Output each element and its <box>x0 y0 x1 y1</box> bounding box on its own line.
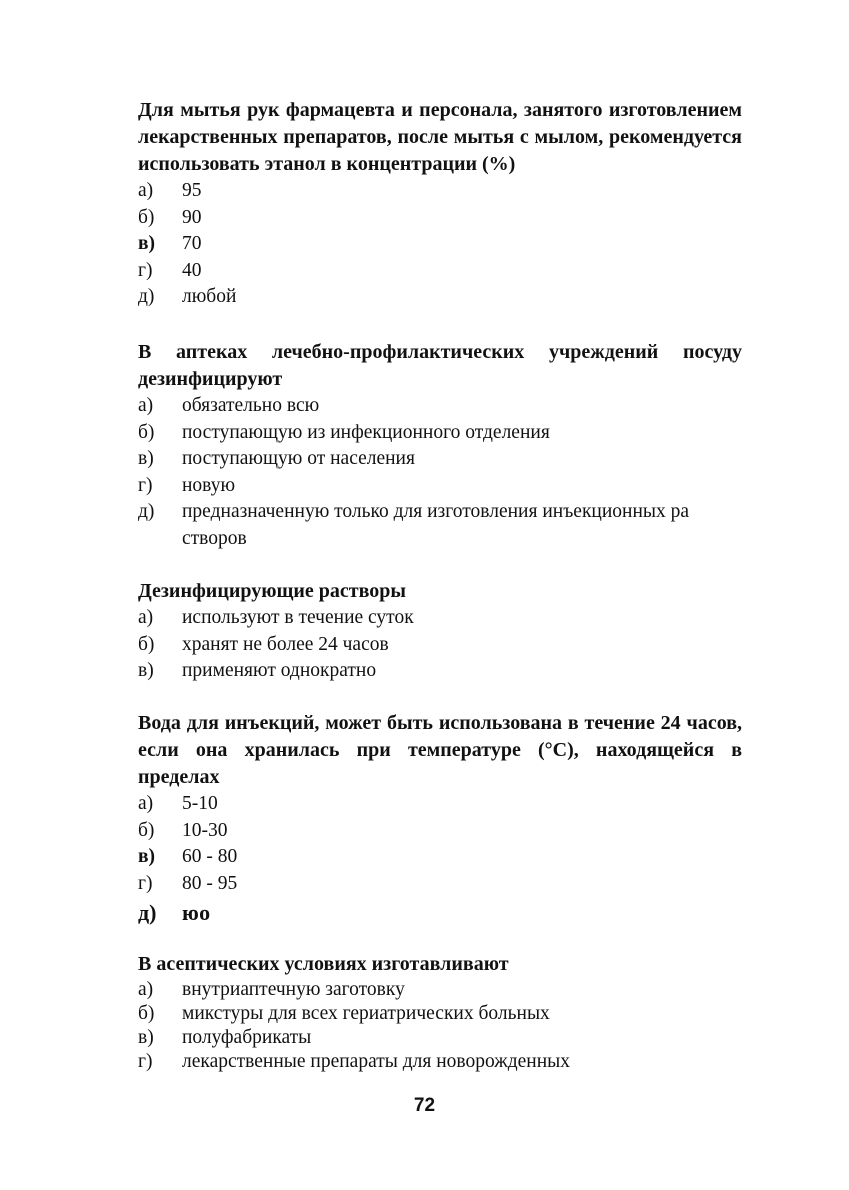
option-letter: б) <box>138 421 155 443</box>
answer-option <box>138 231 742 258</box>
answer-option <box>138 605 742 632</box>
page-number: 72 <box>413 1095 436 1116</box>
answer-option <box>138 978 742 1002</box>
option-letter: а) <box>138 607 154 628</box>
option-letter: в) <box>138 660 154 681</box>
answer-option <box>138 420 742 447</box>
question-5 <box>138 951 742 1074</box>
option-letter: в) <box>138 233 156 254</box>
question-1 <box>138 97 742 311</box>
option-text: применяют однократно <box>182 660 377 681</box>
option-text: используют в течение суток <box>182 607 414 628</box>
answer-option <box>138 1050 742 1074</box>
option-letter: д) <box>138 286 155 307</box>
answer-option <box>138 205 742 232</box>
option-letter: в) <box>138 846 156 867</box>
option-text: 80 - 95 <box>182 872 238 894</box>
option-letter: б) <box>138 206 155 228</box>
answer-option <box>138 446 742 473</box>
answer-option <box>138 818 742 845</box>
answer-option <box>138 897 742 928</box>
answer-option <box>138 871 742 898</box>
answer-option <box>138 178 742 205</box>
option-letter: а) <box>138 979 154 1000</box>
option-text: 95 <box>182 180 202 201</box>
option-letter: в) <box>138 448 154 469</box>
question-stem: Дезинфицирующие растворы <box>138 580 407 602</box>
option-text: предназначенную только для изготовления инъекционных ра створов <box>182 501 690 549</box>
answer-option <box>138 844 742 871</box>
option-text: 40 <box>182 259 202 281</box>
option-letter: б) <box>138 1003 155 1024</box>
option-letter: г) <box>138 474 153 496</box>
option-letter: г) <box>138 1051 153 1072</box>
option-text: любой <box>182 286 237 307</box>
answer-option <box>138 393 742 420</box>
option-letter: д) <box>138 501 155 522</box>
option-text: 10-30 <box>182 819 228 841</box>
question-2 <box>138 339 742 552</box>
option-text: юо <box>182 900 211 925</box>
answer-option <box>138 1026 742 1050</box>
answer-option <box>138 473 742 500</box>
answer-option <box>138 499 742 552</box>
answer-option <box>138 1002 742 1026</box>
question-4 <box>138 710 742 928</box>
question-stem: В аптеках лечебно-профилактических учреждений посуду дезинфицируют <box>138 341 742 390</box>
option-text: 60 - 80 <box>182 846 238 867</box>
option-text: хранят не более 24 часов <box>182 633 389 655</box>
answer-option <box>138 632 742 659</box>
option-text: внутриаптечную заготовку <box>182 979 405 1000</box>
question-stem: Для мытья рук фармацевта и персонала, занятого изготовлением лекарственных препаратов, после мытья с мылом, рекомендуется использовать этанол в концентрации (%) <box>138 99 742 175</box>
answer-option <box>138 284 742 311</box>
option-text: новую <box>182 474 236 496</box>
option-text: 90 <box>182 206 202 228</box>
option-text: 5-10 <box>182 793 218 814</box>
question-3 <box>138 578 742 685</box>
option-letter: б) <box>138 633 155 655</box>
option-text: полуфабрикаты <box>182 1027 312 1048</box>
option-letter: г) <box>138 259 153 281</box>
option-text: поступающую из инфекционного отделения <box>182 421 550 443</box>
option-text: 70 <box>182 233 202 254</box>
option-letter: г) <box>138 872 153 894</box>
question-stem: Вода для инъекций, может быть использована в течение 24 часов, если она хранилась при температуре (°С), находящейся в пределах <box>138 712 742 788</box>
option-letter: а) <box>138 180 154 201</box>
answer-option <box>138 258 742 285</box>
option-text: лекарственные препараты для новорожденных <box>182 1051 571 1072</box>
answer-option <box>138 791 742 818</box>
option-letter: в) <box>138 1027 154 1048</box>
question-stem: В асептических условиях изготавливают <box>138 953 509 975</box>
option-letter: д) <box>138 900 157 925</box>
option-text: поступающую от населения <box>182 448 415 469</box>
option-letter: а) <box>138 793 154 814</box>
option-text: микстуры для всех гериатрических больных <box>182 1003 550 1024</box>
option-letter: а) <box>138 395 154 416</box>
answer-option <box>138 658 742 685</box>
option-text: обязательно всю <box>182 395 320 416</box>
option-letter: б) <box>138 819 155 841</box>
